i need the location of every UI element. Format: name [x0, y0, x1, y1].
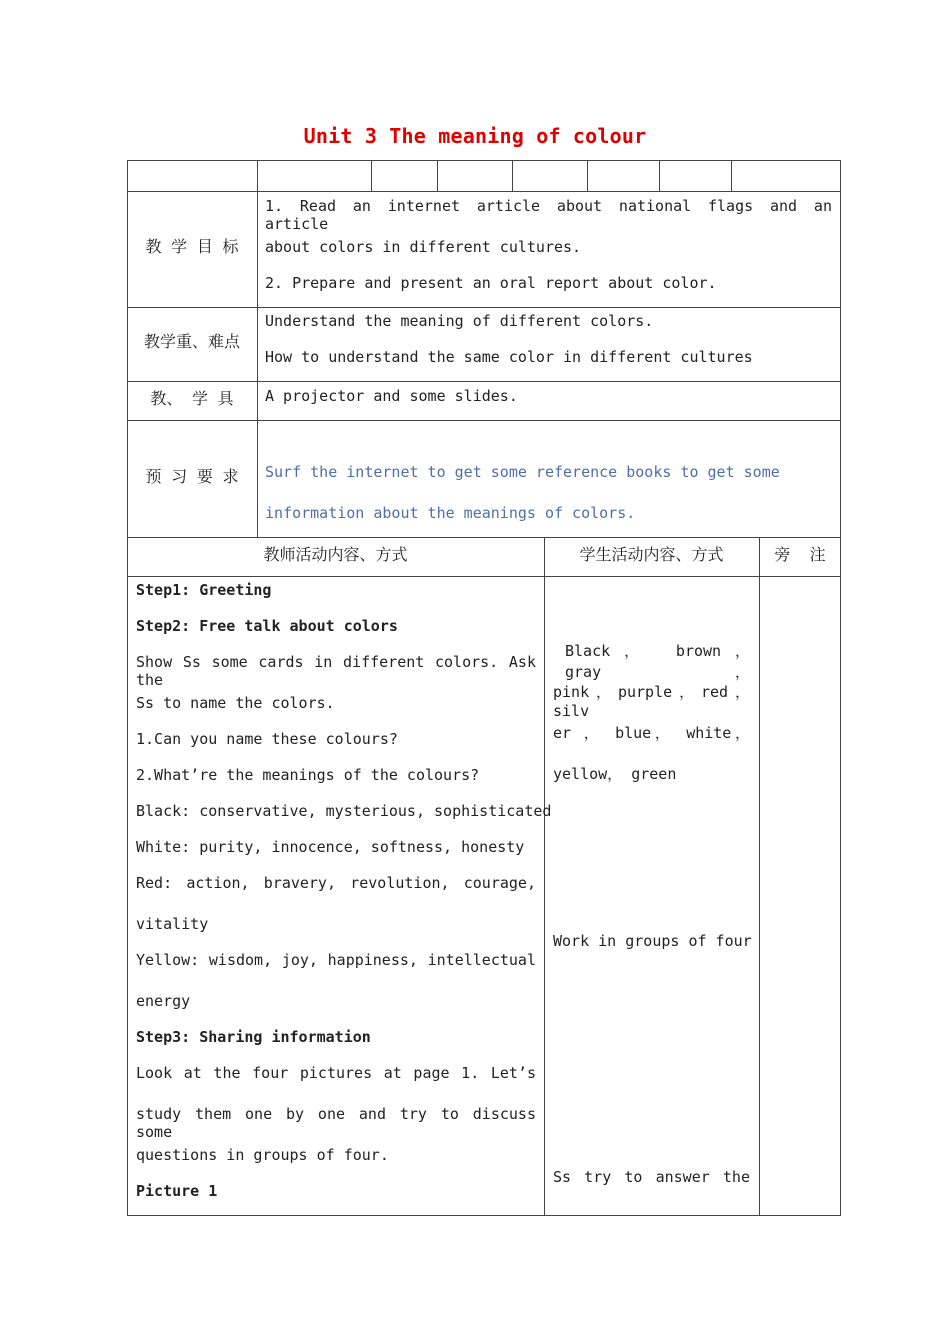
teacher-line: vitality: [136, 915, 209, 933]
teacher-step-heading: Step1: Greeting: [136, 581, 272, 599]
row-label-teaching-objectives: 教 学 目 标: [145, 237, 239, 256]
row-divider: [127, 191, 841, 192]
teacher-line: Show Ss some cards in different colors. Ask the: [136, 653, 536, 689]
column-divider: [731, 160, 732, 191]
teacher-step-heading: Picture 1: [136, 1182, 218, 1200]
column-header-student: 学生活动内容、方式: [579, 545, 724, 564]
teacher-line: study them one by one and try to discuss some: [136, 1105, 536, 1141]
teacher-line: Yellow: wisdom, joy, happiness, intellectual: [136, 951, 536, 969]
teacher-step-heading: Step3: Sharing information: [136, 1028, 371, 1046]
column-header-teacher: 教师活动内容、方式: [263, 545, 408, 564]
row-label-key-points: 教学重、难点: [143, 332, 240, 351]
column-divider: [587, 160, 588, 191]
column-divider: [544, 537, 545, 1216]
column-divider: [257, 160, 258, 537]
teacher-line: Red: action, bravery, revolution, courage,: [136, 874, 536, 892]
column-divider: [371, 160, 372, 191]
student-line: Ss try to answer the: [553, 1168, 750, 1186]
row-divider: [127, 420, 841, 421]
objective-line: 2. Prepare and present an oral report about color.: [265, 274, 717, 292]
column-divider: [659, 160, 660, 191]
teacher-line: 2.What’re the meanings of the colours?: [136, 766, 480, 784]
student-line: er ， blue， white，: [553, 724, 750, 742]
teacher-line: Ss to name the colors.: [136, 694, 335, 712]
student-line: pink，purple，red，silv: [553, 683, 750, 720]
row-divider: [127, 537, 841, 538]
student-line: Black， brown， gray，: [565, 642, 750, 681]
teacher-line: Black: conservative, mysterious, sophisticated: [136, 802, 552, 820]
student-line: yellow， green: [553, 765, 677, 783]
key-point-line: Understand the meaning of different colors.: [265, 312, 654, 330]
row-divider: [127, 576, 841, 577]
teacher-line: energy: [136, 992, 191, 1010]
teacher-line: Look at the four pictures at page 1. Let’s: [136, 1064, 536, 1082]
column-divider: [512, 160, 513, 191]
row-divider: [127, 381, 841, 382]
teacher-line: White: purity, innocence, softness, honesty: [136, 838, 525, 856]
row-label-preview: 预 习 要 求: [145, 467, 239, 486]
teacher-step-heading: Step2: Free talk about colors: [136, 617, 398, 635]
student-line: Work in groups of four: [553, 932, 752, 950]
preview-line: Surf the internet to get some reference books to get some: [265, 463, 780, 481]
row-label-teaching-aids: 教、 学 具: [150, 389, 234, 408]
row-divider: [127, 307, 841, 308]
teaching-aids-text: A projector and some slides.: [265, 387, 518, 405]
preview-line: information about the meanings of colors.: [265, 504, 636, 522]
column-divider: [437, 160, 438, 191]
teacher-line: 1.Can you name these colours?: [136, 730, 398, 748]
page-title: Unit 3 The meaning of colour: [303, 124, 647, 148]
column-divider: [759, 537, 760, 1216]
objective-line: about colors in different cultures.: [265, 238, 582, 256]
teacher-line: questions in groups of four.: [136, 1146, 389, 1164]
objective-line: 1. Read an internet article about national flags and an article: [265, 197, 832, 233]
column-header-notes: 旁 注: [774, 545, 826, 564]
key-point-line: How to understand the same color in different cultures: [265, 348, 753, 366]
